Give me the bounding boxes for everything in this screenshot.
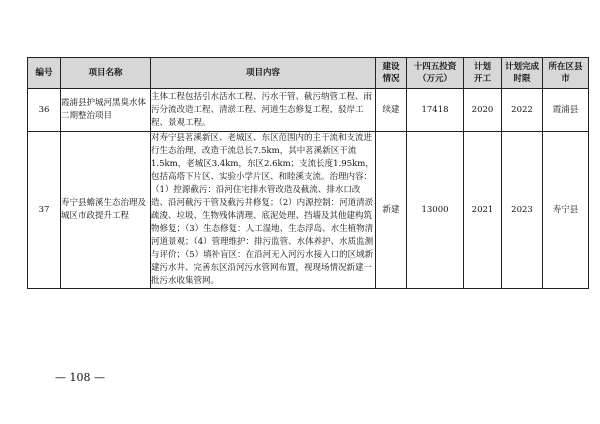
- header-status-text: 建设情况: [382, 62, 400, 84]
- row-id: 37: [28, 132, 61, 289]
- row-county: 寿宁县: [543, 132, 589, 289]
- row-investment: 17418: [407, 89, 464, 132]
- row-content: 对寿宁县茗溪新区、老城区、东区范围内的主干流和支流进行生态治理，改造干流总长7.5km，其中茗溪新区干流1.5km，老城区3.4km，东区2.6km；支流长度1.95km，包括高塔下片区、实验小学片区、和睦溪支流。治理内容：（1）控源截污：沿河住宅排水管改造及截流、排水口改造、沿河截污干管及截污井修复；（2）内源控制：河道清淤疏浚、垃圾、生物残体清理、底泥处理、挡墙及其他建构筑物修复；（3）生态修复：人工湿地、生态浮岛、水生植物清河道景观；（4）管理维护：排污监管、水体养护、水质监测与评价；（5）填补盲区：在沿河无入河污水接入口的区域新建污水井、完善东区沿河污水管网布置，视现场情况新建一批污水收集管网。: [151, 132, 376, 289]
- header-finish-text: 计划完成时限: [505, 62, 540, 84]
- header-status: [376, 58, 407, 89]
- header-county: [543, 58, 589, 89]
- row-content: 主体工程包括引水活水工程、污水干管、截污纳管工程、雨污分流改造工程、清淤工程、河道生态修复工程、驳岸工程、景观工程。: [151, 89, 376, 132]
- row-name: 寿宁县蟾溪生态治理及城区市政提升工程: [61, 132, 151, 289]
- header-start: [464, 58, 502, 89]
- page-number: — 108 —: [55, 371, 105, 384]
- row-id: 36: [28, 89, 61, 132]
- project-table: [27, 57, 589, 289]
- header-content: 项目内容: [151, 58, 376, 89]
- table-row: [28, 89, 589, 132]
- row-finish: 2022: [502, 89, 543, 132]
- table-header-row: [28, 58, 589, 89]
- row-status: 新建: [376, 132, 407, 289]
- row-investment: 13000: [407, 132, 464, 289]
- header-county-text: 所在区县市: [548, 62, 583, 84]
- row-start: 2021: [464, 132, 502, 289]
- header-start-text: 计划开工: [473, 62, 491, 84]
- header-investment-text: 十四五投资（万元）: [413, 62, 457, 84]
- header-name: 项目名称: [61, 58, 151, 89]
- row-status: 续建: [376, 89, 407, 132]
- row-start: 2020: [464, 89, 502, 132]
- row-name: 霞浦县护城河黑臭水体二期整治项目: [61, 89, 151, 132]
- header-investment: [407, 58, 464, 89]
- header-finish: [502, 58, 543, 89]
- header-id: 编号: [28, 58, 61, 89]
- row-finish: 2023: [502, 132, 543, 289]
- table-row: [28, 132, 589, 289]
- row-county: 霞浦县: [543, 89, 589, 132]
